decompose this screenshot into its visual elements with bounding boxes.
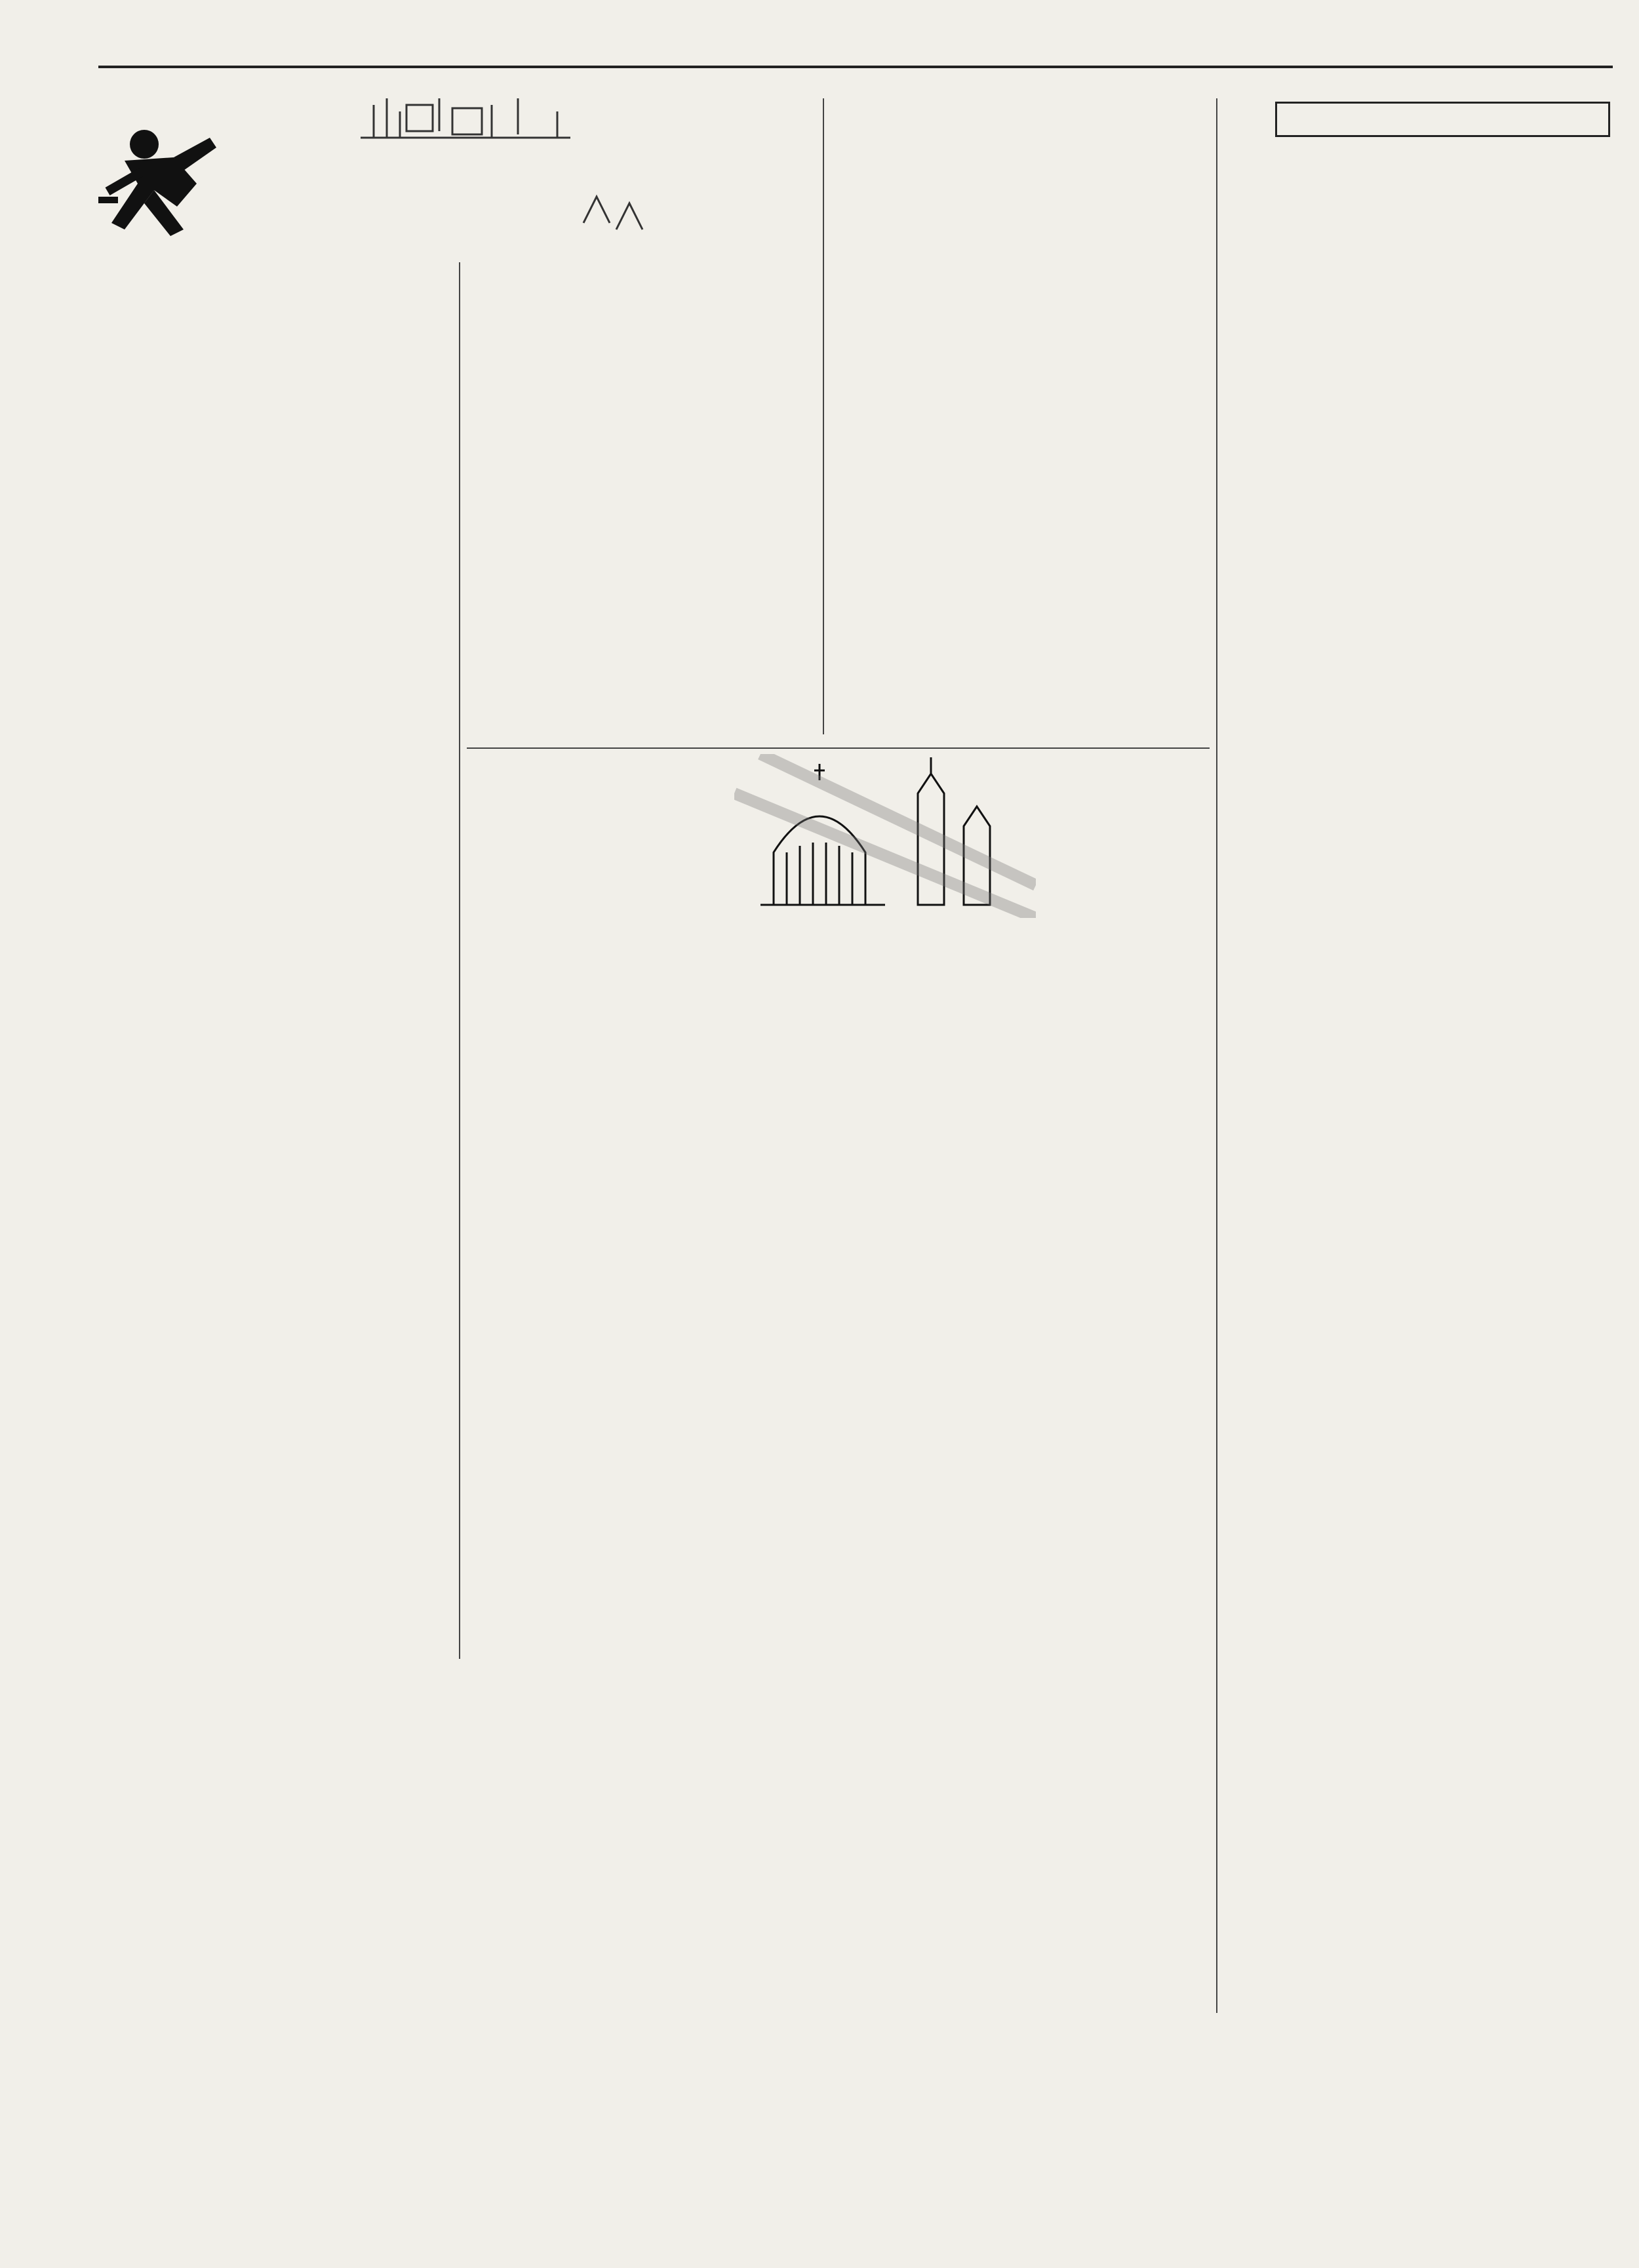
header-rule (98, 66, 1613, 68)
dome-illustration (734, 754, 1036, 918)
corrispondenza-col3 (831, 95, 1208, 715)
corrispondenza-illustration (98, 98, 656, 249)
column-rule (823, 98, 824, 734)
corrispondenza-letter2 (467, 564, 814, 741)
column-rule (1216, 98, 1217, 2013)
cronaca-pazza-title (1275, 102, 1610, 137)
section-rule (467, 747, 1210, 749)
corrispondenza-col2 (467, 262, 814, 584)
cronaca-col-a (384, 918, 747, 2006)
